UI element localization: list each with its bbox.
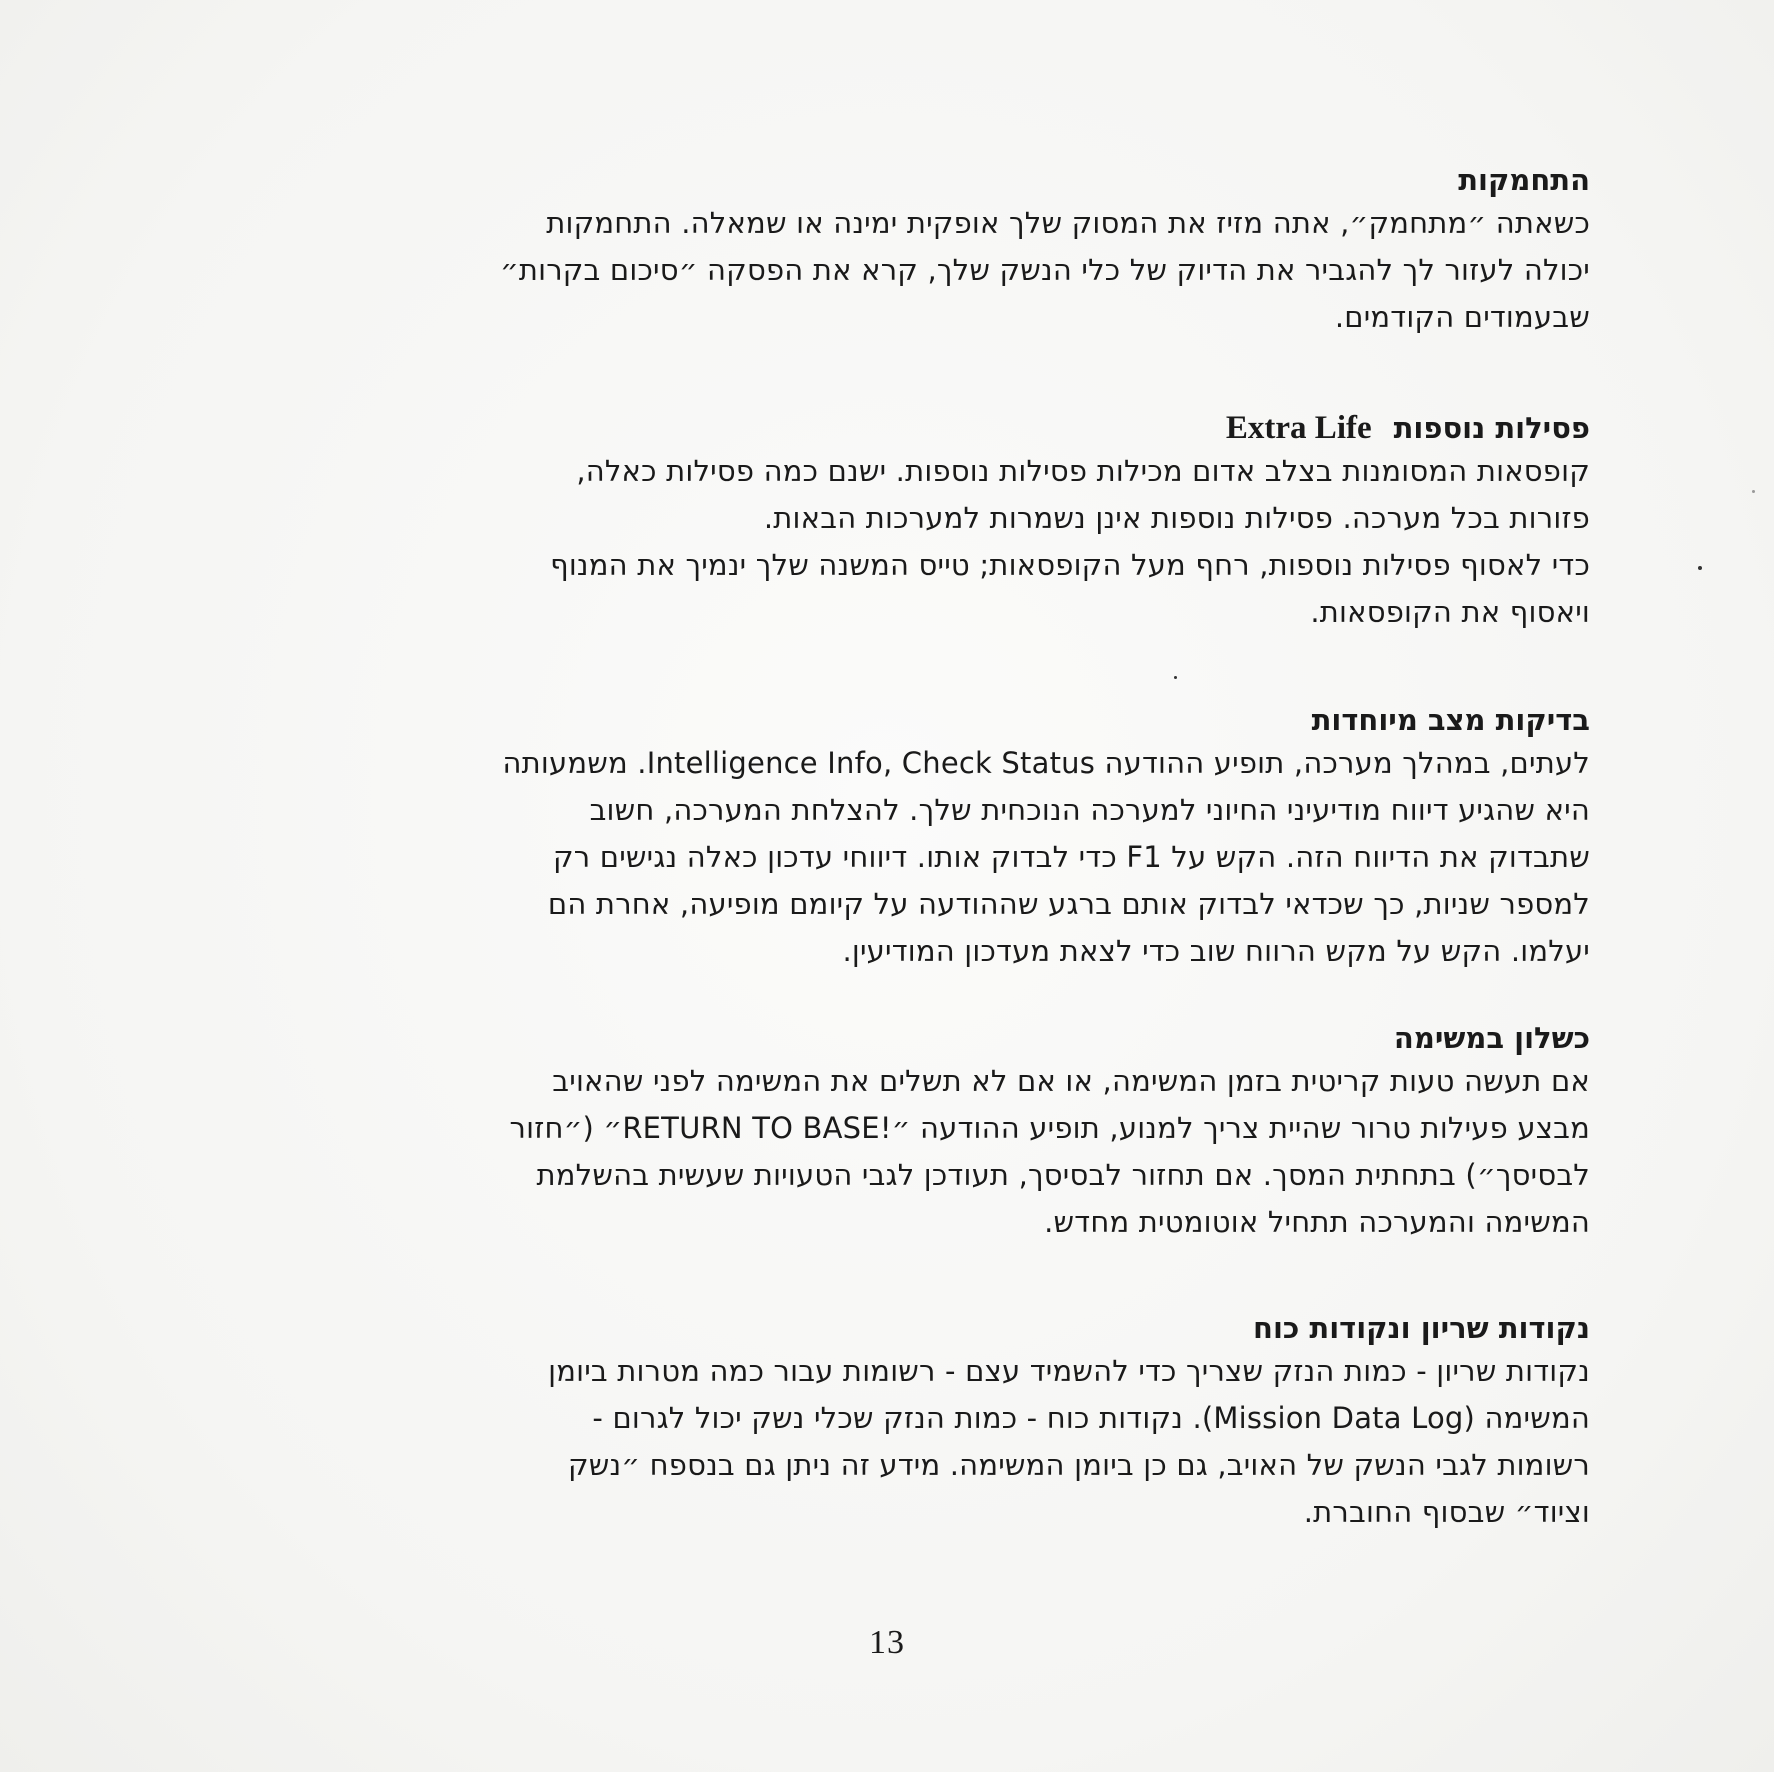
- paragraph-line: פזורות בכל מערכה. פסילות נוספות אינן נשמרות למערכות הבאות.: [763, 501, 1590, 535]
- section-heading: [150, 1308, 1590, 1348]
- heading-text: כשלון במשימה: [1393, 1021, 1590, 1055]
- paragraph-line: יכולה לעזור לך להגביר את הדיוק של כלי הנשק שלך, קרא את הפסקה ״סיכום בקרות״: [499, 253, 1590, 287]
- paragraph-line: היא שהגיע דיווח מודיעיני החיוני למערכה הנוכחית שלך. להצלחת המערכה, חשוב: [589, 793, 1590, 827]
- section-heading: [150, 408, 1590, 448]
- section-mission-failure: [150, 1018, 1590, 1246]
- paper-speck: [1752, 490, 1755, 493]
- section-heading: [150, 1018, 1590, 1058]
- heading-text: בדיקות מצב מיוחדות: [1311, 703, 1590, 737]
- paragraph-line: ויאסוף את הקופסאות.: [1310, 595, 1590, 629]
- paragraph-line: שבעמודים הקודמים.: [1334, 300, 1590, 334]
- paragraph-line: לעתים, במהלך מערכה, תופיע ההודעה Intelligence Info, Check Status. משמעותה: [502, 746, 1590, 780]
- paragraph-line: המשימה (Mission Data Log). נקודות כוח - כמות הנזק שכלי נשק יכול לגרום -: [592, 1401, 1590, 1435]
- paragraph-line: רשומות לגבי הנשק של האויב, גם כן ביומן המשימה. מידע זה ניתן גם בנספח ״נשק: [567, 1448, 1590, 1482]
- paragraph-line: נקודות שריון - כמות הנזק שצריך כדי להשמיד עצם - רשומות עבור כמה מטרות ביומן: [548, 1354, 1590, 1388]
- heading-text: נקודות שריון ונקודות כוח: [1253, 1311, 1590, 1345]
- heading-english-text: Extra Life: [1225, 410, 1372, 446]
- section-armor-power-points: [150, 1308, 1590, 1536]
- paragraph-line: יעלמו. הקש על מקש הרווח שוב כדי לצאת מעדכון המודיעין.: [842, 934, 1590, 968]
- page-number: 13: [869, 1624, 905, 1661]
- paragraph-line: מבצע פעילות טרור שהיית צריך למנוע, תופיע ההודעה ״!RETURN TO BASE״ (״חזור: [509, 1111, 1590, 1145]
- section-evasion: [150, 160, 1590, 341]
- paragraph-line: וציוד״ שבסוף החוברת.: [1303, 1495, 1590, 1529]
- section-heading: [150, 700, 1590, 740]
- heading-text: התחמקות: [1458, 163, 1590, 197]
- paragraph-line: כשאתה ״מתחמק״, אתה מזיז את המסוק שלך אופקית ימינה או שמאלה. התחמקות: [546, 206, 1590, 240]
- section-extra-life: [150, 408, 1590, 636]
- paragraph-line: המשימה והמערכה תתחיל אוטומטית מחדש.: [1044, 1205, 1590, 1239]
- paragraph-line: אם תעשה טעות קריטית בזמן המשימה, או אם לא תשלים את המשימה לפני שהאויב: [552, 1064, 1590, 1098]
- paragraph-line: למספר שניות, כך שכדאי לבדוק אותם ברגע שההודעה על קיומם מופיעה, אחרת הם: [547, 887, 1590, 921]
- paper-speck: [1698, 566, 1702, 570]
- section-status-checks: [150, 700, 1590, 975]
- heading-text: פסילות נוספות: [1393, 411, 1590, 445]
- section-heading: [150, 160, 1590, 200]
- paper-speck: [1174, 676, 1177, 679]
- paragraph-line: לבסיסך״) בתחתית המסך. אם תחזור לבסיסך, תעודכן לגבי הטעויות שעשית בהשלמת: [536, 1158, 1590, 1192]
- paragraph-line: שתבדוק את הדיווח הזה. הקש על F1 כדי לבדוק אותו. דיווחי עדכון כאלה נגישים רק: [553, 840, 1590, 874]
- paragraph-line: קופסאות המסומנות בצלב אדום מכילות פסילות נוספות. ישנם כמה פסילות כאלה,: [576, 454, 1590, 488]
- paragraph-line: כדי לאסוף פסילות נוספות, רחף מעל הקופסאות; טייס המשנה שלך ינמיך את המנוף: [550, 548, 1590, 582]
